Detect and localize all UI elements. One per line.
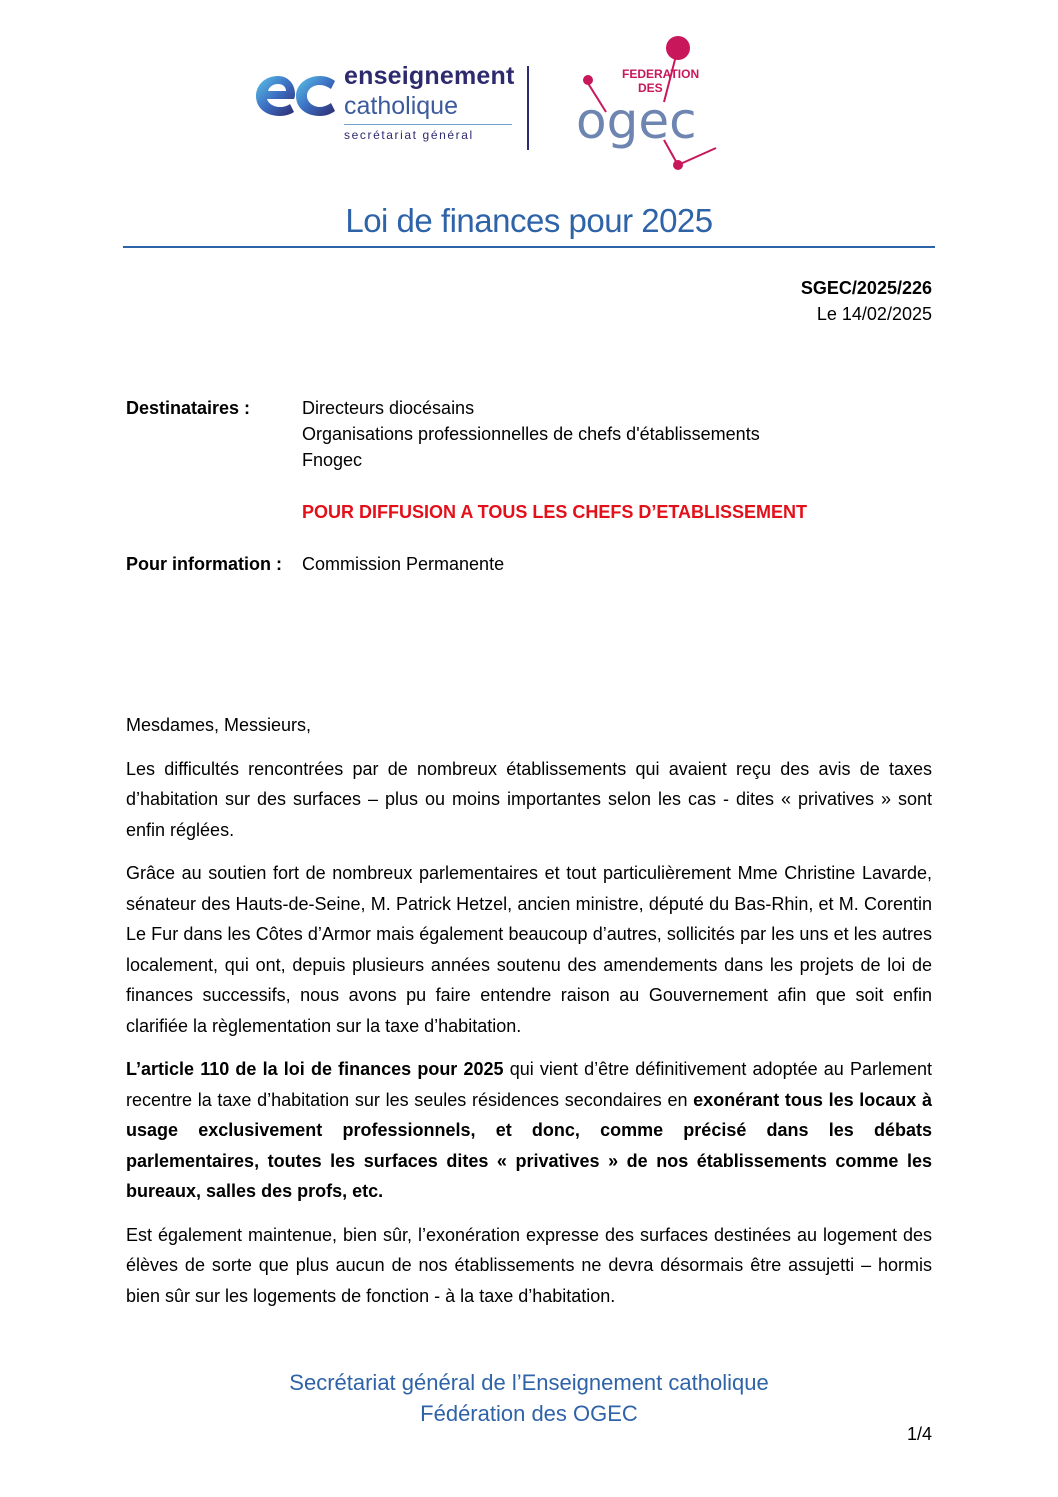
ogec-dot-top xyxy=(666,36,690,60)
info-label: Pour information : xyxy=(126,554,282,574)
ec-logo-rule xyxy=(344,124,512,125)
ogec-dot-left xyxy=(583,75,593,85)
footer-line-1: Secrétariat général de l’Enseignement catholique xyxy=(289,1370,769,1395)
ec-logo-line1: enseignement xyxy=(344,62,515,90)
ogec-dot-bottom xyxy=(673,160,683,170)
page-number: 1/4 xyxy=(906,1424,932,1444)
footer-line-2: Fédération des OGEC xyxy=(420,1401,638,1426)
recipient-item: Fnogec xyxy=(302,450,363,470)
title-underline xyxy=(123,246,935,248)
recipients-label: Destinataires : xyxy=(126,398,251,418)
paragraph-3-bold-tail: exonérant tous les locaux à usage exclusivement professionnels, et donc, comme précisé dans les débats parlementaires, toutes les surfaces dites « privatives » de nos établissements comme les bureaux, salles des profs, etc. xyxy=(126,1089,932,1201)
paragraph-1: Les difficultés rencontrées par de nombreux établissements qui avaient reçu des avis de taxes d’habitation sur des surfaces – plus ou moins importantes selon les cas - dites « privatives » sont enfin réglées. xyxy=(126,758,932,840)
ec-logo-line3: secrétariat général xyxy=(344,128,474,142)
ogec-line2: DES xyxy=(638,81,663,95)
federation-ogec-logo xyxy=(566,30,736,180)
paragraph-3 xyxy=(126,1054,932,1207)
recipient-item: Directeurs diocésains xyxy=(302,398,475,418)
paragraph-3-bold-lead: L’article 110 de la loi de finances pour 2025 xyxy=(126,1059,504,1079)
ogec-line1: FEDERATION xyxy=(622,67,700,81)
document-date: Le 14/02/2025 xyxy=(816,304,932,324)
info-value: Commission Permanente xyxy=(302,554,505,574)
paragraph-3-text: qui vient d’être définitivement adoptée au Parlement recentre la taxe d’habitation sur les seules résidences secondaires en xyxy=(126,1059,933,1110)
ec-logo-line2: catholique xyxy=(344,92,458,120)
document-title: Loi de finances pour 2025 xyxy=(345,202,713,239)
ogec-word: ogec xyxy=(576,92,697,150)
reference-number: SGEC/2025/226 xyxy=(800,278,932,298)
paragraph-2: Grâce au soutien fort de nombreux parlementaires et tout particulièrement Mme Christine Lavarde, sénateur des Hauts-de-Seine, M. Patrick Hetzel, ancien ministre, député du Bas-Rhin, et M. Corentin Le Fur dans les Côtes d’Armor mais également beaucoup d’autres, sollicités par les uns et les autres localement, qui ont, depuis plusieurs années soutenu des amendements dans les projets de loi de finances successifs, nous avons pu faire entendre raison au Gouvernement afin que soit enfin clarifiée la règlementation sur la taxe d’habitation. xyxy=(126,863,932,1036)
enseignement-catholique-logo xyxy=(256,62,516,154)
diffusion-notice: POUR DIFFUSION A TOUS LES CHEFS D’ETABLISSEMENT xyxy=(302,502,808,522)
letter-body xyxy=(126,710,932,1311)
recipient-item: Organisations professionnelles de chefs d'établissements xyxy=(302,424,760,444)
ec-monogram-icon xyxy=(256,72,336,120)
header-logos xyxy=(0,0,1058,180)
paragraph-4: Est également maintenue, bien sûr, l’exonération expresse des surfaces destinées au logement des élèves de sorte que plus aucun de nos établissements ne devra désormais être assujetti – hormis bien sûr sur les logements de fonction - à la taxe d’habitation. xyxy=(126,1224,932,1306)
logo-separator xyxy=(527,66,529,150)
greeting: Mesdames, Messieurs, xyxy=(126,715,312,735)
